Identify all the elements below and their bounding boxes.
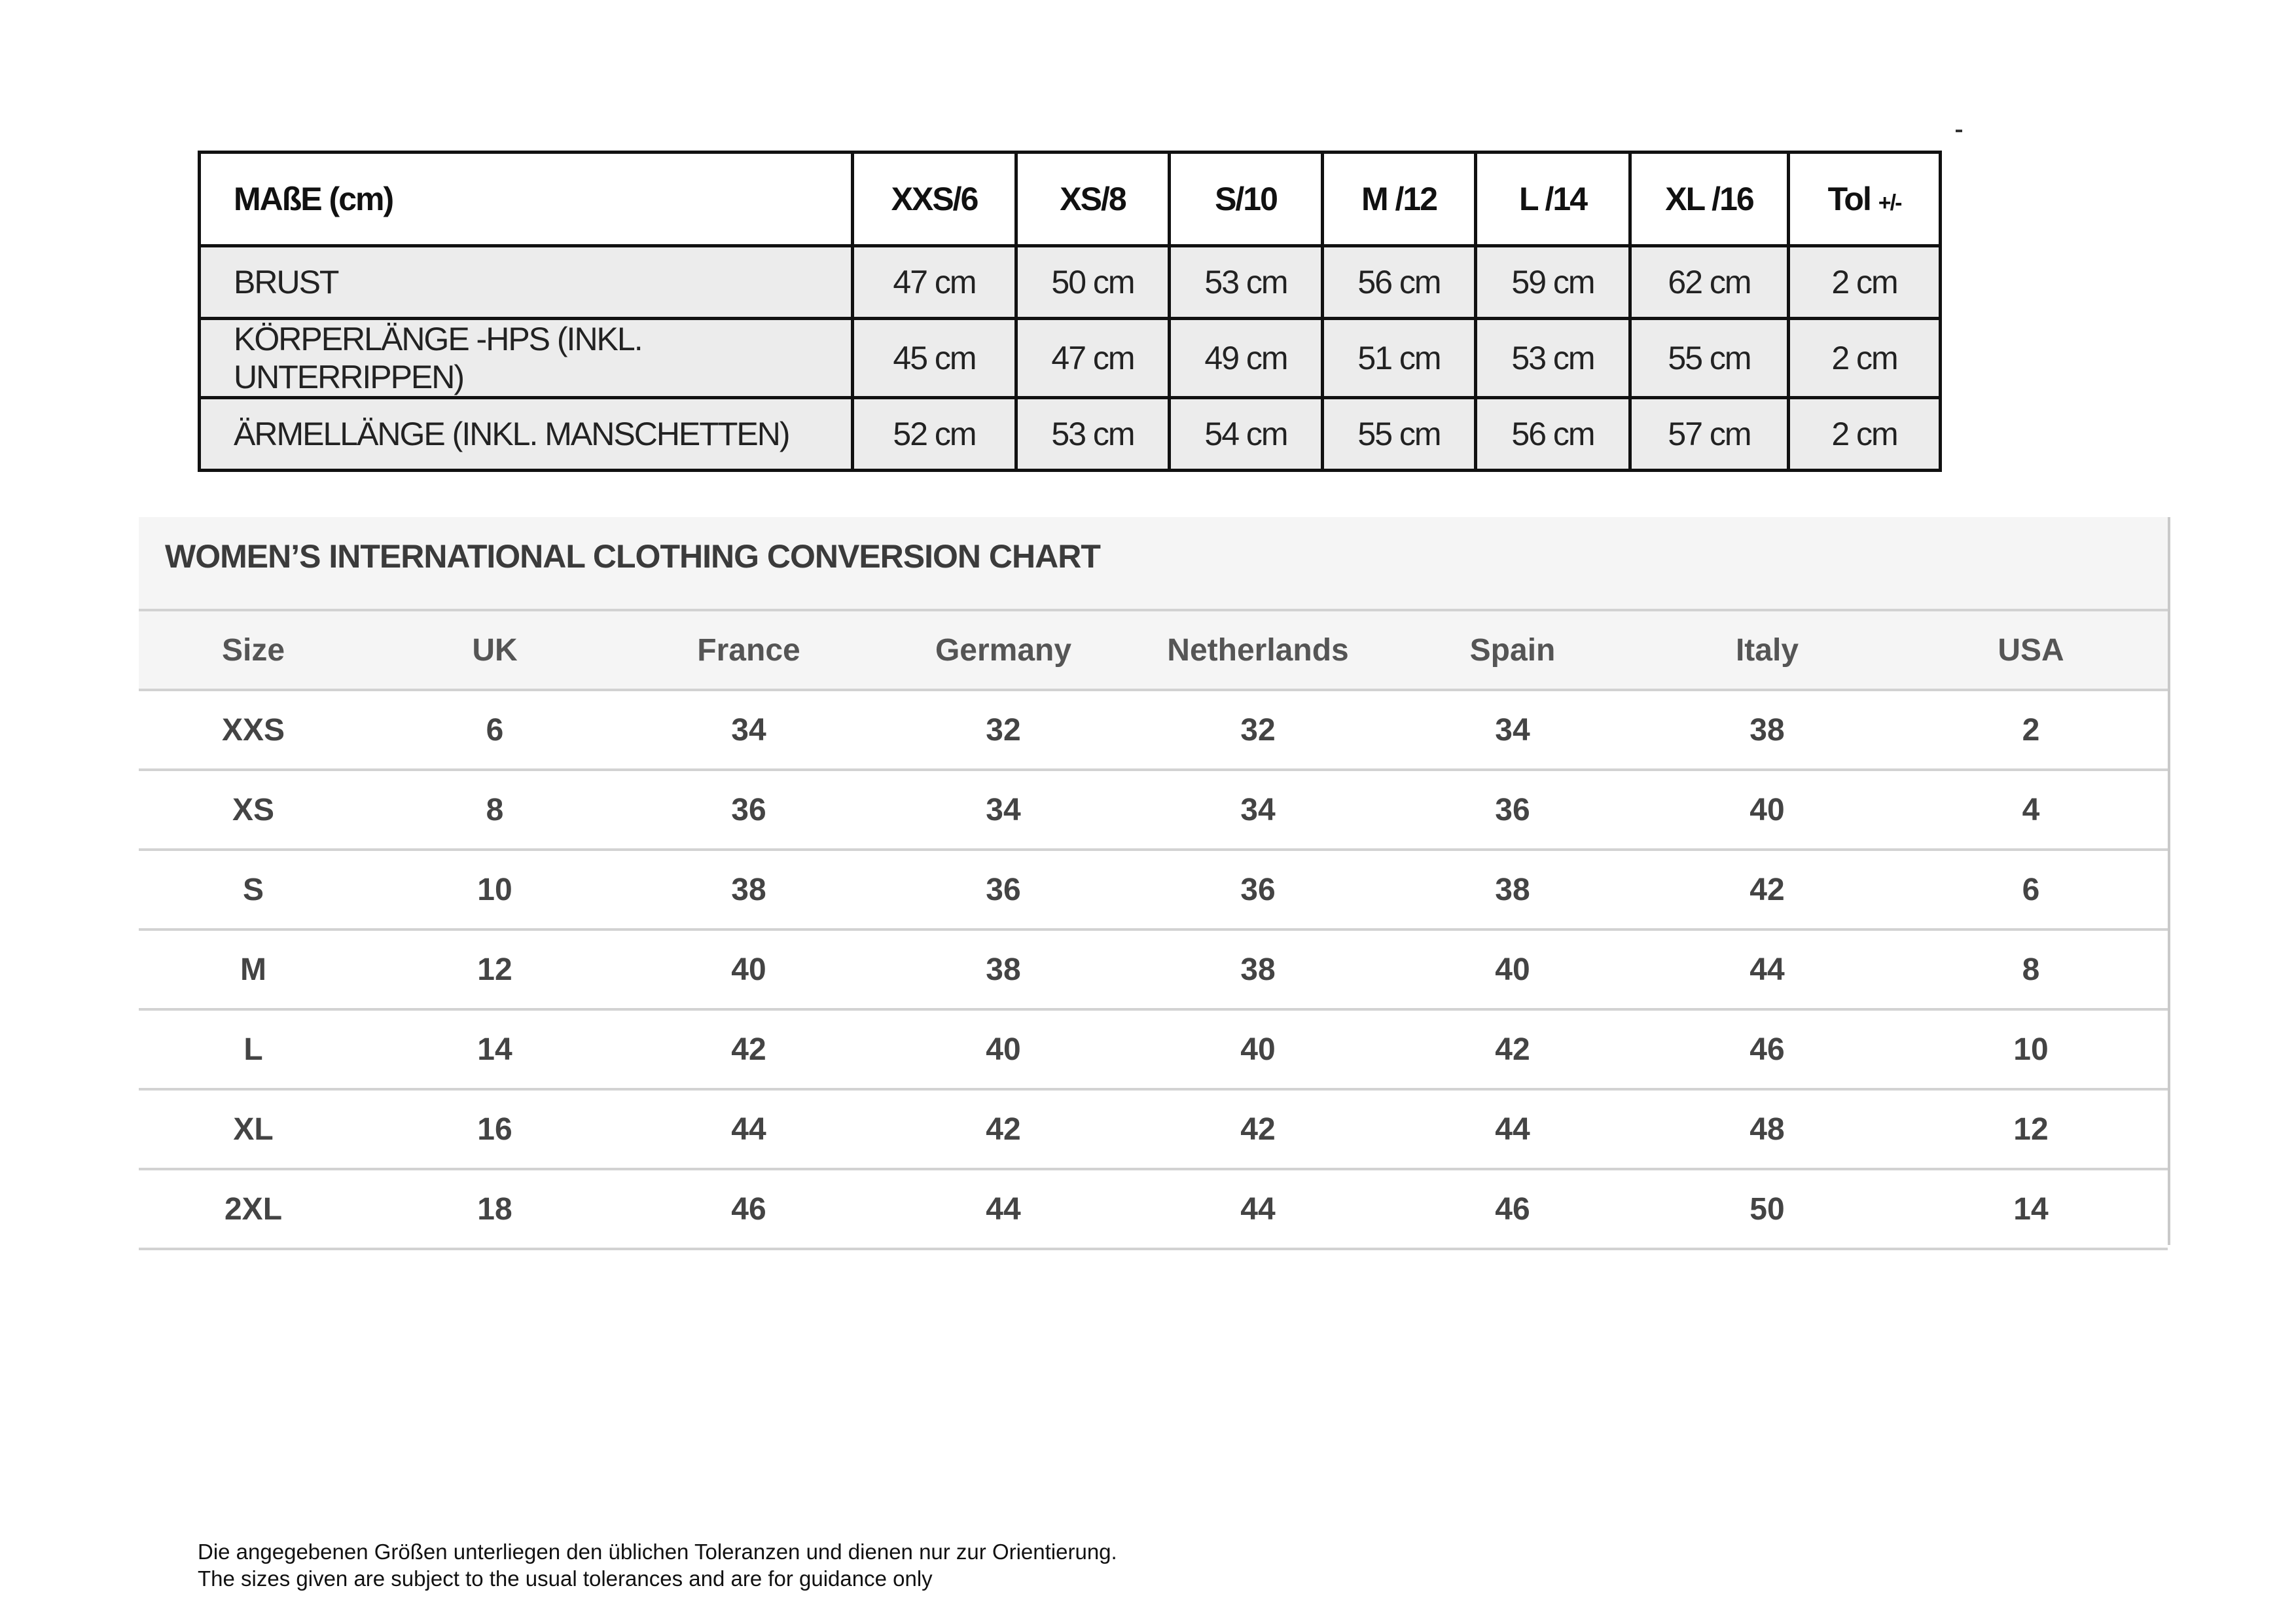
conversion-row [139,929,2168,1009]
measurements-row [200,319,1941,398]
conversion-row [139,850,2168,929]
conversion-header: Germany [876,611,1131,690]
measurements-header-row [200,153,1941,246]
conversion-header: Italy [1640,611,1894,690]
conversion-size: M [139,929,368,1009]
measurement-value: 47 cm [1016,319,1170,398]
conversion-cell: 12 [368,929,622,1009]
tolerance-suffix: +/- [1878,190,1901,215]
conversion-header: Netherlands [1131,611,1385,690]
conversion-cell: 32 [1131,690,1385,770]
measurement-value: 55 cm [1323,398,1476,471]
conversion-cell: 46 [622,1169,876,1249]
conversion-cell: 8 [368,770,622,850]
measurement-value: 54 cm [1170,398,1323,471]
conversion-cell: 34 [876,770,1131,850]
conversion-row [139,1009,2168,1089]
conversion-cell: 44 [622,1089,876,1169]
conversion-cell: 12 [1894,1089,2168,1169]
measurements-header-size: S/10 [1170,153,1323,246]
conversion-cell: 44 [1385,1089,1640,1169]
conversion-header: France [622,611,876,690]
conversion-cell: 32 [876,690,1131,770]
conversion-cell: 38 [622,850,876,929]
measurement-value: 49 cm [1170,319,1323,398]
measurements-header-label: MAßE (cm) [200,153,853,246]
conversion-header: Spain [1385,611,1640,690]
measurement-value: 56 cm [1323,246,1476,319]
conversion-row [139,1089,2168,1169]
conversion-cell: 18 [368,1169,622,1249]
measurements-header-size: XS/8 [1016,153,1170,246]
conversion-cell: 40 [1640,770,1894,850]
conversion-cell: 40 [622,929,876,1009]
conversion-header: USA [1894,611,2168,690]
measurement-value: 50 cm [1016,246,1170,319]
measurement-value: 47 cm [853,246,1016,319]
conversion-cell: 44 [1640,929,1894,1009]
measurement-value: 52 cm [853,398,1016,471]
note-english: The sizes given are subject to the usual tolerances and are for guidance only [198,1566,933,1591]
conversion-cell: 14 [368,1009,622,1089]
conversion-cell: 10 [1894,1009,2168,1089]
conversion-cell: 6 [1894,850,2168,929]
measurement-tolerance: 2 cm [1789,398,1941,471]
measurement-label: KÖRPERLÄNGE -HPS (INKL. UNTERRIPPEN) [200,319,853,398]
tolerance-label: Tol [1827,181,1871,217]
measurement-tolerance: 2 cm [1789,246,1941,319]
measurement-label: BRUST [200,246,853,319]
conversion-chart [139,517,2170,1245]
conversion-cell: 38 [1640,690,1894,770]
page-mark [1956,130,1962,132]
conversion-cell: 34 [622,690,876,770]
conversion-row [139,690,2168,770]
conversion-cell: 38 [1131,929,1385,1009]
measurement-value: 45 cm [853,319,1016,398]
conversion-cell: 44 [1131,1169,1385,1249]
conversion-cell: 4 [1894,770,2168,850]
measurements-header-size: M /12 [1323,153,1476,246]
conversion-size: 2XL [139,1169,368,1249]
note-german: Die angegebenen Größen unterliegen den üblichen Toleranzen und dienen nur zur Orientierung. [198,1540,1117,1564]
measurement-value: 53 cm [1170,246,1323,319]
conversion-title: WOMEN’S INTERNATIONAL CLOTHING CONVERSION CHART [165,538,1100,575]
conversion-row [139,770,2168,850]
conversion-size: L [139,1009,368,1089]
conversion-cell: 34 [1385,690,1640,770]
conversion-cell: 36 [622,770,876,850]
conversion-cell: 46 [1385,1169,1640,1249]
conversion-cell: 16 [368,1089,622,1169]
conversion-cell: 50 [1640,1169,1894,1249]
conversion-row [139,1169,2168,1249]
conversion-cell: 40 [1131,1009,1385,1089]
conversion-cell: 34 [1131,770,1385,850]
measurements-header-size: L /14 [1476,153,1630,246]
conversion-title-bar [139,517,2168,611]
conversion-header: Size [139,611,368,690]
measurement-value: 56 cm [1476,398,1630,471]
conversion-cell: 36 [876,850,1131,929]
conversion-cell: 38 [1385,850,1640,929]
conversion-cell: 48 [1640,1089,1894,1169]
conversion-cell: 36 [1131,850,1385,929]
measurement-label: ÄRMELLÄNGE (INKL. MANSCHETTEN) [200,398,853,471]
conversion-header-row [139,611,2168,690]
conversion-cell: 2 [1894,690,2168,770]
measurement-value: 57 cm [1630,398,1789,471]
conversion-size: S [139,850,368,929]
measurements-header-tolerance [1789,153,1941,246]
conversion-cell: 36 [1385,770,1640,850]
conversion-cell: 6 [368,690,622,770]
conversion-cell: 8 [1894,929,2168,1009]
conversion-cell: 10 [368,850,622,929]
conversion-cell: 42 [1131,1089,1385,1169]
measurements-header-size: XL /16 [1630,153,1789,246]
measurement-value: 62 cm [1630,246,1789,319]
measurement-value: 53 cm [1476,319,1630,398]
conversion-cell: 40 [876,1009,1131,1089]
measurement-value: 55 cm [1630,319,1789,398]
measurements-table [198,151,1942,472]
conversion-header: UK [368,611,622,690]
conversion-cell: 42 [622,1009,876,1089]
conversion-cell: 46 [1640,1009,1894,1089]
conversion-size: XS [139,770,368,850]
measurement-value: 51 cm [1323,319,1476,398]
conversion-cell: 40 [1385,929,1640,1009]
conversion-cell: 42 [1640,850,1894,929]
conversion-cell: 42 [876,1089,1131,1169]
measurement-value: 53 cm [1016,398,1170,471]
conversion-size: XL [139,1089,368,1169]
conversion-cell: 14 [1894,1169,2168,1249]
measurement-tolerance: 2 cm [1789,319,1941,398]
conversion-cell: 38 [876,929,1131,1009]
measurements-header-size: XXS/6 [853,153,1016,246]
measurement-value: 59 cm [1476,246,1630,319]
conversion-size: XXS [139,690,368,770]
measurements-row [200,246,1941,319]
conversion-cell: 42 [1385,1009,1640,1089]
conversion-cell: 44 [876,1169,1131,1249]
conversion-table [139,611,2168,1250]
measurements-row [200,398,1941,471]
